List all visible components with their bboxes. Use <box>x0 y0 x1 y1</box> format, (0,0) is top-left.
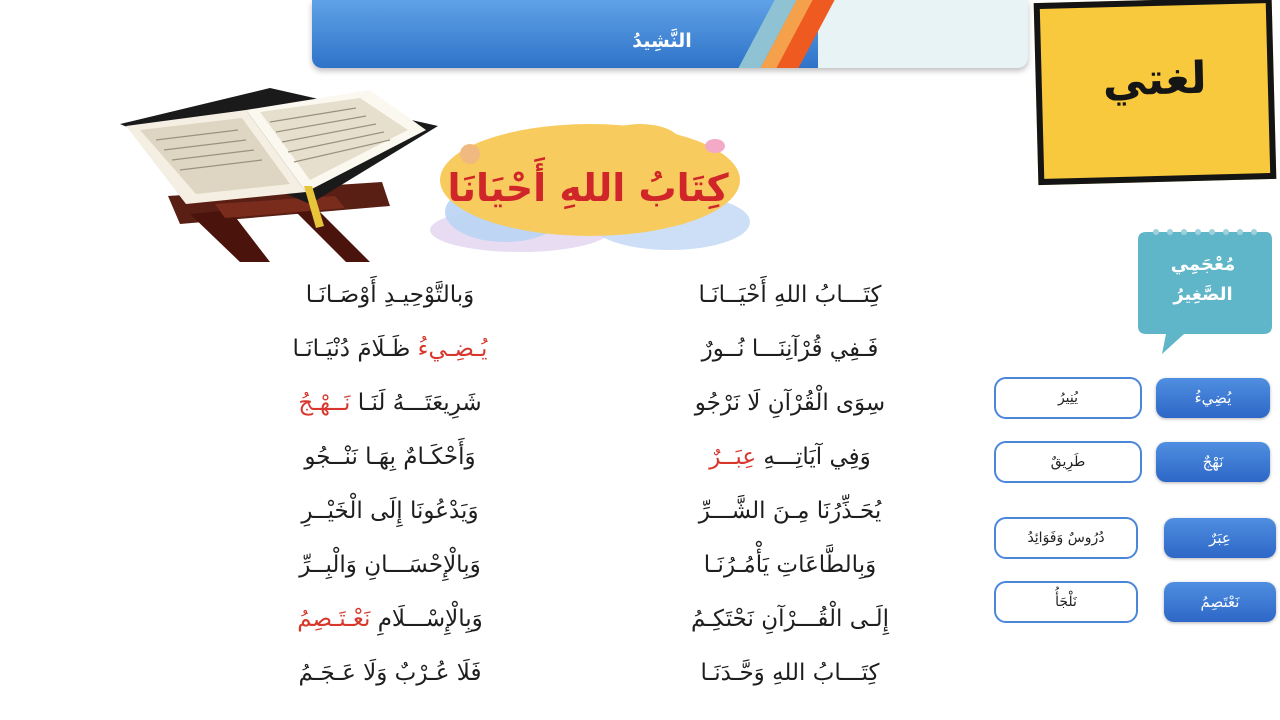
header-banner <box>312 0 1028 68</box>
verse-text: وَيَدْعُونَا إِلَى الْخَيْــرِ <box>301 498 479 524</box>
verse-left-5 <box>240 498 540 538</box>
highlighted-word: نَــهْـجُ <box>298 390 351 416</box>
verse-right-6 <box>640 552 940 592</box>
dictionary-title-line1: مُعْجَمِي <box>1170 254 1236 275</box>
verse-right-1 <box>640 282 940 322</box>
verse-text: سِوَى الْقُرْآنِ لَا نَرْجُو <box>694 390 886 416</box>
dictionary-meaning-1: يُنِيرُ <box>994 377 1142 419</box>
dictionary-word-4: نَعْتَصِمُ <box>1164 582 1276 622</box>
verse-text: كِتَـــابُ اللهِ أَحْيَــانَـا <box>698 282 882 308</box>
highlighted-word: يُـضِـيءُ <box>417 336 488 362</box>
verse-right-4 <box>640 444 940 484</box>
verse-text: وَبِالْإِحْسَـــانِ وَالْبِــرِّ <box>299 552 481 578</box>
banner-light-panel <box>818 0 1028 68</box>
verse-left-3 <box>240 390 540 430</box>
verse-right-3 <box>640 390 940 430</box>
highlighted-word: نَعْـتَـصِمُ <box>297 606 371 632</box>
subject-badge <box>1034 0 1277 185</box>
poem-title: كِتَابُ اللهِ أَحْيَانَا <box>447 166 729 210</box>
verse-text: كِتَـــابُ اللهِ وَحَّـدَنَـا <box>700 660 880 686</box>
verse-text: وَبِالطَّاعَاتِ يَأْمُـرُنَـا <box>703 552 877 578</box>
verse-left-1 <box>240 282 540 322</box>
verse-text: شَرِيعَتَـــهُ لَنَـا <box>357 390 482 416</box>
dictionary-meaning-3: دُرُوسٌ وَفَوَائِدُ <box>994 517 1138 559</box>
verse-text: ظَـلَامَ دُنْيَـانَـا <box>292 336 411 362</box>
verse-left-2 <box>240 336 540 376</box>
verse-text: يُحَـذِّرُنَا مِـنَ الشَّـــرِّ <box>698 498 882 524</box>
dictionary-title <box>1150 250 1256 310</box>
verse-text: إِلَـى الْقُـــرْآنِ نَحْتَكِـمُ <box>690 606 890 632</box>
verse-text: وَبِالْإِسْـــلَامِ <box>377 606 483 632</box>
verse-left-8 <box>240 660 540 700</box>
subject-badge-label: لغتي <box>1102 52 1208 107</box>
verse-text: وَأَحْكَـامٌ بِهَـا نَنْــجُو <box>304 444 476 470</box>
dictionary-word-1: يُضِيءُ <box>1156 378 1270 418</box>
verse-right-8 <box>640 660 940 700</box>
verse-right-2 <box>640 336 940 376</box>
verse-left-4 <box>240 444 540 484</box>
verse-text: وَفِي آيَاتِـــهِ <box>763 444 871 470</box>
verse-left-6 <box>240 552 540 592</box>
lesson-section-title: النَّشِيدُ <box>632 30 692 52</box>
dictionary-word-2: نَهْجٌ <box>1156 442 1270 482</box>
verse-text: وَبالتَّوْحِيـدِ أَوْصَـانَـا <box>305 282 475 308</box>
dictionary-meaning-2: طَرِيقٌ <box>994 441 1142 483</box>
verse-right-5 <box>640 498 940 538</box>
highlighted-word: عِبَــرٌ <box>709 444 757 470</box>
verse-right-7 <box>640 606 940 646</box>
dictionary-word-3: عِبَرٌ <box>1164 518 1276 558</box>
verse-left-7 <box>240 606 540 646</box>
verse-text: فَـفِي قُرْآنِنَـــا نُــورٌ <box>701 336 879 362</box>
dictionary-meaning-4: نَلْجَأُ <box>994 581 1138 623</box>
verse-text: فَلَا عُـرْبٌ وَلَا عَـجَـمُ <box>298 660 482 686</box>
quran-on-stand-icon <box>120 86 440 262</box>
dictionary-title-line2: الصَّغِيرُ <box>1173 284 1233 305</box>
